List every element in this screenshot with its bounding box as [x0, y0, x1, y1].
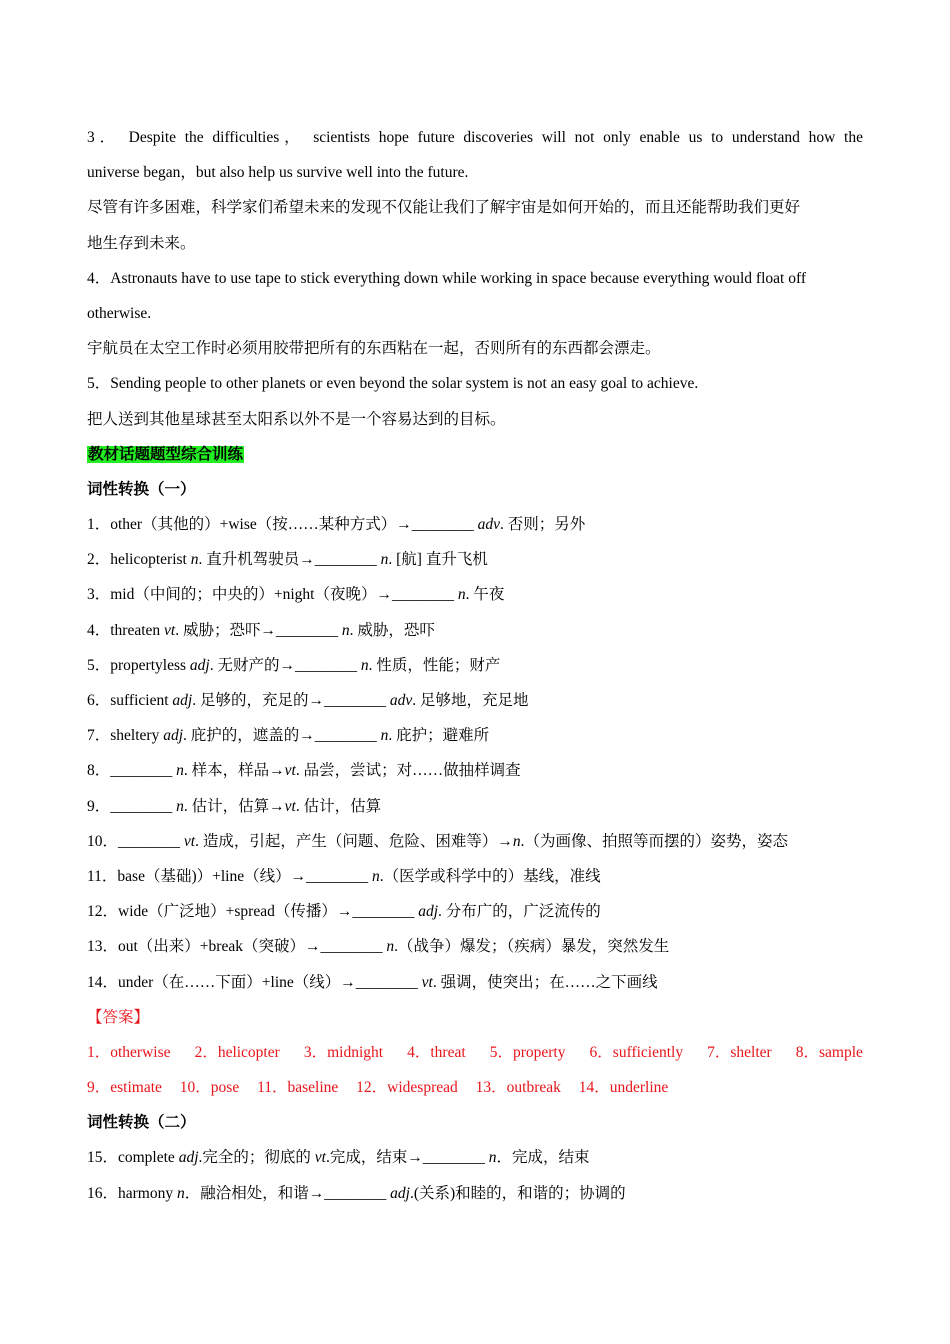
exercise-item: 1．other（其他的）+wise（按……某种方式）→________ adv. 否则；另外: [87, 516, 586, 534]
exercise-item: 2．helicopterist n. 直升机驾驶员→________ n. [航] 直升飞机: [87, 551, 488, 569]
exercise-item: 14．under（在……下面）+line（线）→________ vt. 强调，使突出；在……之下画线: [87, 973, 658, 991]
exercise-item: 9．________ n. 估计，估算→vt. 估计，估算: [87, 797, 382, 815]
part-title: 词性转换（二）: [87, 1114, 196, 1132]
answer-item: 12．widespread: [356, 1079, 458, 1097]
sentence-en: 3． Despite the difficulties， scientists hope future discoveries will not only enable us to understand how the: [87, 129, 863, 146]
document-content: [87, 120, 863, 1211]
answer-item: 6．sufficiently: [589, 1043, 684, 1061]
answer-item: 11．baseline: [257, 1079, 339, 1097]
exercise-item: 4．threaten vt. 威胁；恐吓→________ n. 威胁，恐吓: [87, 621, 435, 639]
answer-item: 4．threat: [407, 1043, 466, 1061]
answer-item: 9．estimate: [87, 1079, 162, 1097]
exercise-item: 16．harmony n．融洽相处，和谐→________ adj.(关系)和睦的，和谐的；协调的: [87, 1184, 626, 1202]
exercise-item: 6．sufficient adj. 足够的，充足的→________ adv. 足够地，充足地: [87, 692, 529, 709]
exercise-item: 11．base（基础)）+line（线）→________ n.（医学或科学中的）基线，准线: [87, 867, 601, 885]
answer-item: 3．midnight: [303, 1043, 384, 1061]
answers-row: [87, 1035, 863, 1070]
sentence-en: otherwise.: [87, 304, 152, 322]
exercise-item: 8．________ n. 样本，样品→vt. 品尝，尝试；对……做抽样调查: [87, 762, 521, 780]
answer-item: 7．shelter: [707, 1043, 772, 1061]
exercise-item: 5．propertyless adj. 无财产的→________ n. 性质，性能；财产: [87, 656, 501, 674]
section-title: 教材话题题型综合训练: [88, 445, 244, 463]
answer-item: 14．underline: [578, 1079, 669, 1097]
part-title: 词性转换（一）: [87, 480, 196, 498]
sentence-en: 4．Astronauts have to use tape to stick everything down while working in space because everything would float off: [87, 269, 806, 287]
exercise-item: 3．mid（中间的；中央的）+night（夜晚）→________ n. 午夜: [87, 586, 505, 604]
answer-item: 8．sample: [795, 1043, 863, 1061]
sentence-zh: 把人送到其他星球甚至太阳系以外不是一个容易达到的目标。: [87, 410, 506, 428]
answer-item: 5．property: [489, 1043, 566, 1061]
exercise-item: 15．complete adj.完全的；彻底的 vt.完成，结束→________ n．完成，结束: [87, 1149, 590, 1167]
exercise-item: 10．________ vt. 造成，引起，产生（问题、危险、困难等）→n.（为画像、拍照等而摆的）姿势，姿态: [87, 832, 788, 850]
exercise-item: 12．wide（广泛地）+spread（传播）→________ adj. 分布广的，广泛流传的: [87, 903, 601, 921]
sentence-zh: 宇航员在太空工作时必须用胶带把所有的东西粘在一起，否则所有的东西都会漂走。: [87, 340, 661, 358]
exercise-item: 7．sheltery adj. 庇护的，遮盖的→________ n. 庇护；避难所: [87, 727, 490, 745]
answer-item: 2．helicopter: [194, 1043, 280, 1061]
answers-row: [87, 1070, 863, 1105]
sentence-zh: 地生存到未来。: [87, 234, 196, 252]
exercise-item: 13．out（出来）+break（突破）→________ n.（战争）爆发；（疾病）暴发，突然发生: [87, 938, 670, 956]
answer-item: 10．pose: [179, 1079, 240, 1097]
sentence-en: universe began，but also help us survive well into the future.: [87, 164, 469, 182]
answer-item: 13．outbreak: [475, 1079, 561, 1097]
answer-item: 1．otherwise: [87, 1043, 171, 1061]
sentence-en: 5．Sending people to other planets or even beyond the solar system is not an easy goal to achieve.: [87, 375, 699, 393]
section-title-row: [87, 437, 863, 472]
answer-label: 【答案】: [87, 1008, 150, 1026]
sentence-zh: 尽管有许多困难，科学家们希望未来的发现不仅能让我们了解宇宙是如何开始的，而且还能帮助我们更好: [87, 199, 801, 217]
